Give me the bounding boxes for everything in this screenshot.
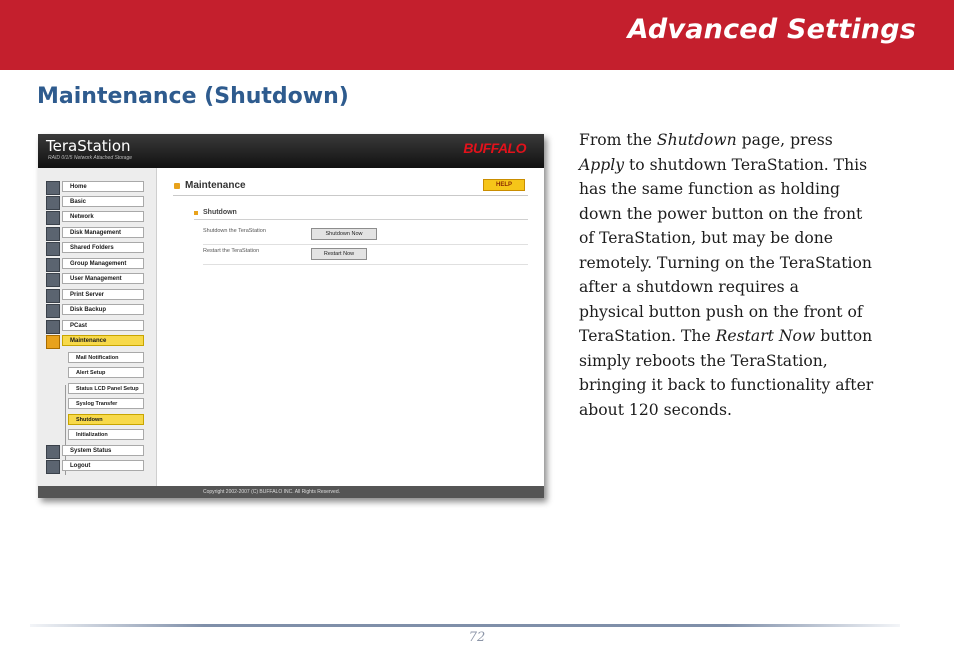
nav-item-label: Logout: [62, 460, 144, 471]
subnav-item-shutdown[interactable]: [38, 414, 156, 428]
subnav-item-label: Mail Notification: [68, 352, 144, 363]
nav-item-print-server[interactable]: [38, 289, 156, 303]
buffalo-logo: BUFFALO: [463, 140, 526, 156]
nav-item-shared-folders[interactable]: [38, 242, 156, 256]
text-run-italic: Apply: [579, 155, 625, 174]
bullet-icon: [174, 183, 180, 189]
text-run-italic: Shutdown: [656, 131, 737, 149]
nav-item-disk-management[interactable]: [38, 227, 156, 241]
subnav-item-syslog-transfer[interactable]: [38, 398, 156, 412]
nav-item-label: Group Management: [62, 258, 144, 269]
nav-item-disk-backup[interactable]: [38, 304, 156, 318]
nav-item-label: Disk Management: [62, 227, 144, 238]
nav-item-maintenance[interactable]: [38, 335, 156, 349]
text-run-italic: Restart Now: [715, 327, 816, 345]
network-icon: [46, 211, 60, 225]
text-line: after a shutdown requires a: [579, 278, 799, 296]
subnav-item-initialization[interactable]: [38, 429, 156, 443]
nav-item-label: PCast: [62, 320, 144, 331]
subnav-item-label: Alert Setup: [68, 367, 144, 378]
bullet-icon: [194, 211, 198, 215]
pcast-icon: [46, 320, 60, 334]
nav-item-label: Home: [62, 181, 144, 192]
body-paragraph: [579, 128, 929, 422]
subnav-item-status-lcd[interactable]: [38, 383, 156, 397]
text-run: button: [815, 327, 873, 345]
text-run: From the: [579, 131, 657, 149]
status-icon: [46, 445, 60, 459]
nav-item-pcast[interactable]: [38, 320, 156, 334]
screenshot-footer: [38, 486, 544, 498]
subnav-item-mail-notification[interactable]: [38, 352, 156, 366]
tools-icon: [46, 335, 60, 349]
text-line: physical button push on the front of: [579, 302, 863, 321]
nav-item-label: Basic: [62, 196, 144, 207]
banner-title: Advanced Settings: [627, 14, 916, 45]
nav-item-network[interactable]: [38, 211, 156, 225]
text-line: [579, 128, 929, 153]
nav-item-logout[interactable]: [38, 460, 156, 474]
embedded-screenshot: [38, 134, 544, 498]
printer-icon: [46, 289, 60, 303]
subnav-item-label: Shutdown: [68, 414, 144, 425]
shutdown-row-label: Shutdown the TeraStation: [203, 228, 266, 234]
divider: [194, 219, 528, 220]
text-run: page, press: [736, 131, 833, 149]
subnav-item-label: Syslog Transfer: [68, 398, 144, 409]
text-line: [579, 153, 929, 178]
text-line: of TeraStation, but may be done: [579, 229, 834, 247]
logout-icon: [46, 460, 60, 474]
user-icon: [46, 273, 60, 287]
footer-divider: [30, 624, 900, 627]
divider: [203, 244, 528, 245]
subnav-item-label: Status LCD Panel Setup: [68, 383, 144, 394]
nav-item-system-status[interactable]: [38, 445, 156, 459]
basic-icon: [46, 196, 60, 210]
shutdown-now-button[interactable]: Shutdown Now: [311, 228, 377, 240]
nav-item-basic[interactable]: [38, 196, 156, 210]
text-line: remotely. Turning on the TeraStation: [579, 253, 872, 272]
text-line: simply reboots the TeraStation,: [579, 351, 828, 370]
screenshot-header: [38, 134, 544, 168]
home-icon: [46, 181, 60, 195]
nav-item-group-management[interactable]: [38, 258, 156, 272]
text-run: to shutdown TeraStation. This: [624, 155, 868, 174]
nav-item-label: Network: [62, 211, 144, 222]
nav-panel: [38, 168, 157, 486]
terastation-logo: TeraStation: [46, 137, 131, 155]
page-number: 72: [468, 630, 486, 645]
restart-row-label: Restart the TeraStation: [203, 248, 260, 254]
terastation-tagline: RAID 0/1/5 Network Attached Storage: [48, 155, 133, 161]
copyright-text: Copyright 2002-2007 (C) BUFFALO INC. All Rights Reserved.: [203, 489, 340, 495]
divider: [203, 264, 528, 265]
header-banner: [0, 0, 954, 70]
main-panel: [157, 168, 544, 486]
shutdown-section-title: Shutdown: [203, 209, 237, 216]
nav-item-label: Shared Folders: [62, 242, 144, 253]
nav-item-home[interactable]: [38, 181, 156, 195]
nav-item-label: Print Server: [62, 289, 144, 300]
text-line: [579, 324, 929, 349]
group-icon: [46, 258, 60, 272]
text-line: down the power button on the front: [579, 204, 863, 223]
disk-icon: [46, 227, 60, 241]
nav-item-label: Maintenance: [62, 335, 144, 346]
text-line: has the same function as holding: [579, 180, 840, 198]
subnav-item-label: Initialization: [68, 429, 144, 440]
subnav-item-alert-setup[interactable]: [38, 367, 156, 381]
section-title: Maintenance (Shutdown): [37, 84, 349, 109]
folder-icon: [46, 242, 60, 256]
help-button[interactable]: HELP: [483, 179, 525, 191]
nav-item-label: Disk Backup: [62, 304, 144, 315]
divider: [173, 195, 528, 196]
text-line: bringing it back to functionality after: [579, 376, 874, 394]
nav-item-label: User Management: [62, 273, 144, 284]
backup-icon: [46, 304, 60, 318]
restart-now-button[interactable]: Restart Now: [311, 248, 367, 260]
maintenance-title: Maintenance: [185, 180, 246, 191]
text-line: about 120 seconds.: [579, 400, 732, 419]
text-run: TeraStation. The: [579, 327, 716, 345]
nav-item-user-management[interactable]: [38, 273, 156, 287]
nav-item-label: System Status: [62, 445, 144, 456]
